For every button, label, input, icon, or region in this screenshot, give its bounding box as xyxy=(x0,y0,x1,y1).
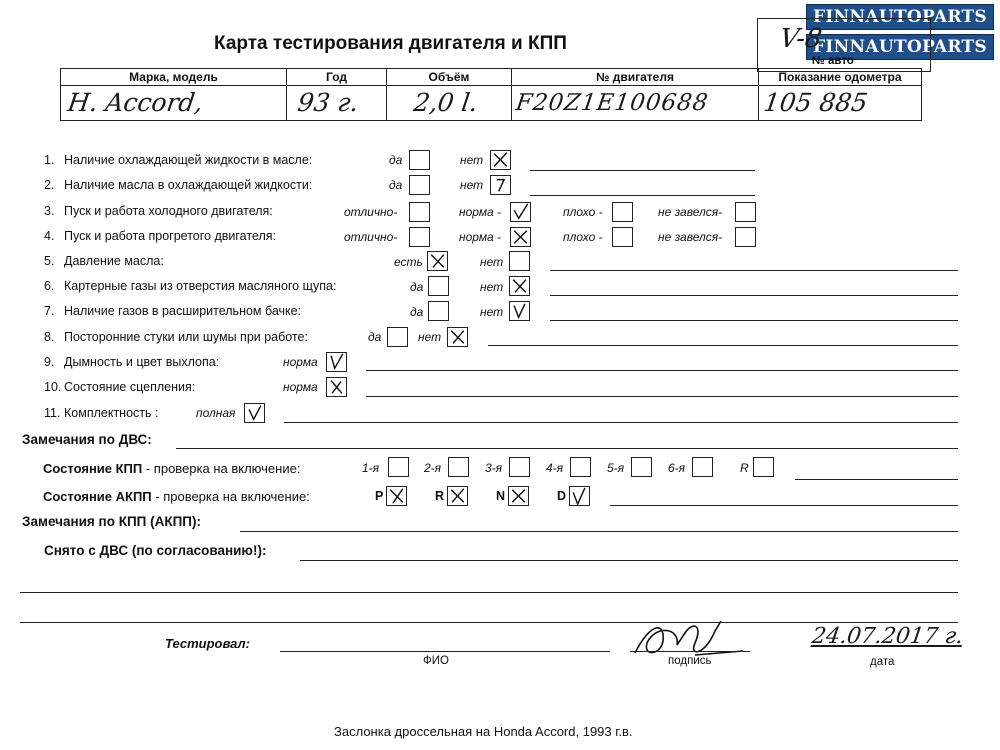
row-10-num: 10. xyxy=(44,380,62,394)
checkmark-icon xyxy=(387,487,406,505)
checkmark-icon xyxy=(428,252,447,270)
row-3-label: Пуск и работа холодного двигателя: xyxy=(64,204,273,218)
remarks-gearbox-line xyxy=(240,531,958,532)
row-9-num: 9. xyxy=(44,355,55,369)
row-7-label: Наличие газов в расширительном бачке: xyxy=(64,304,302,318)
remarks-gearbox-label: Замечания по КПП (АКПП): xyxy=(22,514,201,529)
gear-3-label: 3-я xyxy=(485,461,503,475)
row-7-opt-no: нет xyxy=(480,305,504,319)
checkmark-icon xyxy=(510,277,529,295)
checkmark-icon xyxy=(570,487,589,505)
row-5-opt-yes: есть xyxy=(394,255,423,269)
row-5-num: 5. xyxy=(44,254,55,268)
row-9-note-line xyxy=(366,370,958,371)
row-2-opt-no: нет xyxy=(460,178,484,192)
row-1-box-no[interactable] xyxy=(490,150,511,170)
row-8-box-no[interactable] xyxy=(447,327,468,347)
row-4-opt-excellent: отлично- xyxy=(344,230,398,244)
row-10-box-normal[interactable] xyxy=(326,377,347,397)
row-8-opt-no: нет xyxy=(418,330,442,344)
header-col-engine-no: № двигателя xyxy=(512,69,759,86)
gear-r-box[interactable] xyxy=(753,457,774,477)
row-9-label: Дымность и цвет выхлопа: xyxy=(64,355,220,369)
gear-d-box[interactable] xyxy=(569,486,590,506)
caption: Заслонка дроссельная на Honda Accord, 1993 г.в. xyxy=(334,724,633,739)
row-4-num: 4. xyxy=(44,229,55,243)
checkmark-icon xyxy=(327,353,346,371)
blank-line-1 xyxy=(20,592,958,593)
fio-label: ФИО xyxy=(423,655,449,667)
row-2-num: 2. xyxy=(44,178,55,192)
gear-2-box[interactable] xyxy=(448,457,469,477)
remarks-engine-label: Замечания по ДВС: xyxy=(22,432,152,447)
row-4-opt-nostart: не завелся- xyxy=(658,230,723,244)
row-8-num: 8. xyxy=(44,330,55,344)
row-2-box-yes[interactable] xyxy=(409,175,430,195)
gear-r-label: R xyxy=(740,461,749,475)
checkmark-icon xyxy=(327,378,346,396)
row-2-opt-yes: да xyxy=(389,178,403,192)
row-10-note-line xyxy=(366,396,958,397)
gear-6-label: 6-я xyxy=(668,461,686,475)
blank-line-2 xyxy=(20,622,958,623)
fio-line xyxy=(280,651,610,652)
row-5-box-no[interactable] xyxy=(509,251,530,271)
row-10-opt-normal: норма xyxy=(283,380,318,394)
row-6-box-yes[interactable] xyxy=(428,276,449,296)
row-5-label: Давление масла: xyxy=(64,254,164,268)
auto-gearbox-line xyxy=(610,505,958,506)
signature-label: подпись xyxy=(668,655,712,667)
watermark-logo-top: FINNAUTOPARTS xyxy=(806,4,994,30)
checkmark-icon xyxy=(245,404,264,422)
remarks-engine-line xyxy=(176,448,958,449)
checkmark-icon xyxy=(511,203,530,221)
row-4-label: Пуск и работа прогретого двигателя: xyxy=(64,229,276,243)
date-label: дата xyxy=(870,656,895,668)
row-1-opt-yes: да xyxy=(389,153,403,167)
row-6-note-line xyxy=(550,295,958,296)
row-1-box-yes[interactable] xyxy=(409,150,430,170)
header-col-odometer: Показание одометра xyxy=(759,69,922,86)
manual-gearbox-line xyxy=(795,479,958,480)
row-3-box-excellent[interactable] xyxy=(409,202,430,222)
row-7-box-no[interactable] xyxy=(509,301,530,321)
gear-5-box[interactable] xyxy=(631,457,652,477)
row-11-opt-full: полная xyxy=(196,406,236,420)
tested-by-label: Тестировал: xyxy=(165,636,250,651)
row-7-box-yes[interactable] xyxy=(428,301,449,321)
checkmark-icon xyxy=(491,151,510,169)
checkmark-icon xyxy=(448,487,467,505)
row-3-box-bad[interactable] xyxy=(612,202,633,222)
row-11-label: Комплектность : xyxy=(64,406,159,420)
row-6-box-no[interactable] xyxy=(509,276,530,296)
signature-line xyxy=(630,651,750,652)
checkmark-icon xyxy=(509,487,528,505)
watermark-logo-bottom: FINNAUTOPARTS xyxy=(806,34,994,60)
removed-label: Снято с ДВС (по согласованию!): xyxy=(44,543,267,558)
page-title: Карта тестирования двигателя и КПП xyxy=(214,33,567,54)
value-engine-no: F20Z1E100688 xyxy=(514,90,711,116)
row-6-opt-yes: да xyxy=(410,280,424,294)
header-col-volume: Объём xyxy=(387,69,512,86)
gear-r-auto-box[interactable] xyxy=(447,486,468,506)
row-2-note-line xyxy=(530,195,755,196)
row-7-opt-yes: да xyxy=(410,305,424,319)
row-7-note-line xyxy=(550,320,958,321)
gear-5-label: 5-я xyxy=(607,461,625,475)
row-1-num: 1. xyxy=(44,153,55,167)
corner-label: № авто xyxy=(812,55,854,67)
row-3-opt-excellent: отлично- xyxy=(344,205,398,219)
value-odometer: 105 885 xyxy=(761,88,870,117)
gear-2-label: 2-я xyxy=(424,461,442,475)
gear-4-label: 4-я xyxy=(546,461,564,475)
row-11-num: 11. xyxy=(44,406,61,420)
row-1-note-line xyxy=(530,170,755,171)
row-2-label: Наличие масла в охлаждающей жидкости: xyxy=(64,178,313,192)
header-col-model: Марка, модель xyxy=(61,69,287,86)
row-9-opt-normal: норма xyxy=(283,355,318,369)
checkmark-icon xyxy=(510,302,529,320)
row-8-opt-yes: да xyxy=(368,330,382,344)
manual-gearbox-label: Состояние КПП - проверка на включение: xyxy=(43,461,301,476)
row-8-note-line xyxy=(488,345,958,346)
row-4-opt-normal: норма - xyxy=(459,230,502,244)
row-4-opt-bad: плохо - xyxy=(563,230,603,244)
row-1-label: Наличие охлаждающей жидкости в масле: xyxy=(64,153,313,167)
row-5-note-line xyxy=(550,270,958,271)
gear-4-box[interactable] xyxy=(570,457,591,477)
row-4-box-normal[interactable] xyxy=(510,227,531,247)
checkmark-icon xyxy=(448,328,467,346)
row-3-opt-nostart: не завелся- xyxy=(658,205,723,219)
row-5-box-yes[interactable] xyxy=(427,251,448,271)
row-3-box-nostart[interactable] xyxy=(735,202,756,222)
removed-line xyxy=(300,560,958,561)
value-volume: 2,0 l. xyxy=(411,88,480,117)
checkmark-icon xyxy=(511,228,530,246)
row-3-num: 3. xyxy=(44,204,55,218)
gear-r-auto-label: R xyxy=(435,489,445,503)
row-11-note-line xyxy=(284,422,958,423)
row-4-box-excellent[interactable] xyxy=(409,227,430,247)
row-6-opt-no: нет xyxy=(480,280,504,294)
row-8-label: Посторонние стуки или шумы при работе: xyxy=(64,330,308,344)
gear-p-box[interactable] xyxy=(386,486,407,506)
checkmark-icon xyxy=(491,176,510,194)
gear-1-box[interactable] xyxy=(388,457,409,477)
auto-gearbox-label: Состояние АКПП - проверка на включение: xyxy=(43,489,310,504)
row-7-num: 7. xyxy=(44,304,55,318)
row-8-box-yes[interactable] xyxy=(387,327,408,347)
date-value: 24.07.2017 г. xyxy=(810,624,965,649)
gear-n-label: N xyxy=(496,489,506,503)
gear-3-box[interactable] xyxy=(509,457,530,477)
row-10-label: Состояние сцепления: xyxy=(64,380,196,394)
row-3-opt-bad: плохо - xyxy=(563,205,603,219)
value-year: 93 г. xyxy=(295,88,361,117)
row-2-box-no[interactable] xyxy=(490,175,511,195)
row-5-opt-no: нет xyxy=(480,255,504,269)
row-6-label: Картерные газы из отверстия масляного щупа: xyxy=(64,279,337,293)
row-4-box-bad[interactable] xyxy=(612,227,633,247)
row-9-box-normal[interactable] xyxy=(326,352,347,372)
gear-p-label: P xyxy=(375,489,384,503)
row-11-box-full[interactable] xyxy=(244,403,265,423)
gear-d-label: D xyxy=(557,489,567,503)
value-model: H. Accord, xyxy=(65,88,205,117)
gear-1-label: 1-я xyxy=(362,461,380,475)
gear-6-box[interactable] xyxy=(692,457,713,477)
row-3-opt-normal: норма - xyxy=(459,205,502,219)
gear-n-box[interactable] xyxy=(508,486,529,506)
row-6-num: 6. xyxy=(44,279,55,293)
row-4-box-nostart[interactable] xyxy=(735,227,756,247)
header-col-year: Год xyxy=(287,69,387,86)
row-1-opt-no: нет xyxy=(460,153,484,167)
row-3-box-normal[interactable] xyxy=(510,202,531,222)
corner-handwritten: V-8 xyxy=(777,24,824,54)
